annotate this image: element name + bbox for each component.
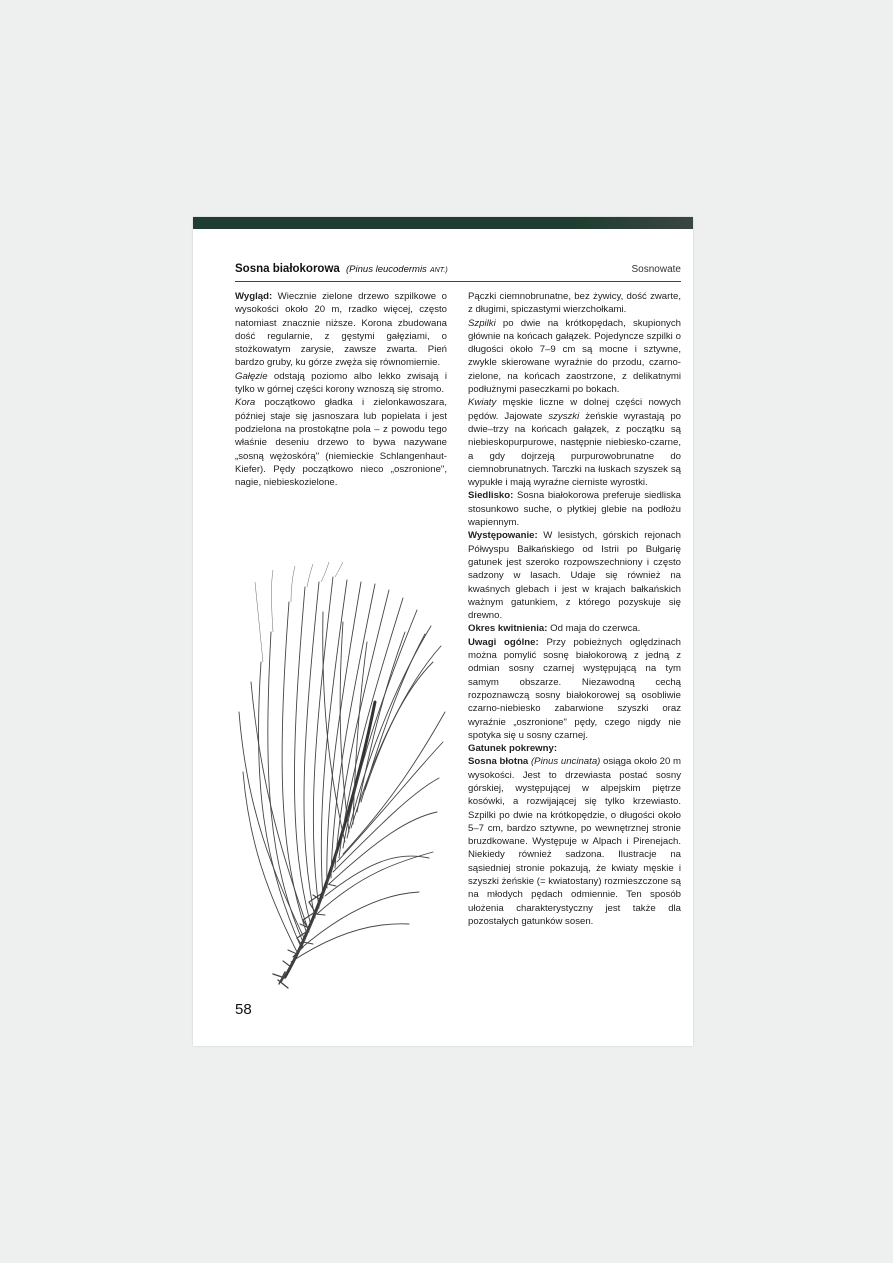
species-title: [235, 263, 448, 275]
label-gatunek: Gatunek pokrewny:: [468, 743, 558, 755]
page-header: [235, 263, 681, 282]
paragraph-okres: [468, 622, 681, 635]
label-wystepowanie: Występowanie:: [468, 530, 538, 542]
label-blotna: Sosna błotna: [468, 756, 529, 768]
label-okres: Okres kwitnienia:: [468, 623, 548, 635]
text-galezie: odstają poziomo albo lekko zwisają i tylko w górnej części korony wznoszą się stromo.: [235, 370, 447, 396]
right-column: [468, 290, 681, 928]
text-siedlisko: Sosna białokorowa preferuje siedliska stosunkowo suche, o płytkiej glebie na podłożu wapiennym.: [468, 490, 681, 529]
latin-blotna: (Pinus uncinata): [530, 756, 601, 768]
label-siedlisko: Siedlisko:: [468, 490, 514, 502]
text-wyglad: Wiecznie zielone drzewo szpilkowe o wysokości około 20 m, rzadko więcej, często natomiast znacznie niższe. Korona zbudowana dość regularnie, z gęstymi gałęziami, o stożkowatym zarysie, zawsze zwarta. Pień bardzo gruby, ku górze zwęża się równomiernie.: [235, 291, 447, 369]
paragraph-paczki: Pączki ciemnobrunatne, bez żywicy, dość zwarte, z długimi, spiczastymi wierzchołkami.: [468, 291, 681, 316]
text-kwiaty-2: żeńskie wyrastają po dwie–trzy na końcach gałązek, z początku są niebieskopurpurowe, następnie niebiesko-czarne, a gdy dojrzeją purpurowobrunatne do ciemnobrunatnych. Tarczki na łuskach szyszek są wypukłe i mają wyraźne cierniste wyrostki.: [468, 410, 682, 489]
text-okres: Od maja do czerwca.: [547, 623, 641, 635]
book-page: [193, 217, 693, 1046]
species-latin: (Pinus leucodermis: [346, 264, 427, 275]
text-szpilki: po dwie na krótkopędach, skupionych głównie na końcach gałązek. Pojedyncze szpilki o długości około 7–9 cm są mocne i sztywne, zwykle skierowane wyraźnie do przodu, czarno-zielone, na końcach zaostrzone, z delikatnymi podłużnymi paseczkami po bokach.: [468, 317, 681, 396]
text-wystepowanie: W lesistych, górskich rejonach Półwyspu Bałkańskiego od Istrii po Bułgarię gatunek jest szeroko rozpowszechniony i często sadzony w lasach. Udaje się również na kwaśnych glebach i jest w krajach bałkańskich ważnym gatunkiem, z którego pozyskuje się drewno.: [468, 530, 681, 622]
label-kwiaty: Kwiaty: [468, 397, 497, 409]
label-galezie: Gałęzie: [235, 370, 268, 382]
paragraph-szpilki: [468, 317, 681, 397]
left-column: [235, 290, 447, 489]
paragraph-uwagi: [468, 636, 681, 742]
paragraph-gatunek: [468, 742, 681, 755]
label-wyglad: Wygląd:: [235, 291, 273, 302]
species-author: ANT.): [430, 267, 448, 274]
paragraph-galezie: [235, 370, 447, 397]
text-kwiaty-1: męskie liczne w dolnej części nowych pędów. Jajowate: [468, 397, 681, 422]
text-kora: początkowo gładka i zielonkawoszara, później staje się jasnoszara lub popielata i jest podzielona na prostokątne pola – z powodu tego właśnie deseniu drzewo to bywa nazywane „sosną wężoskórą" (niemieckie Schlangenhaut-Kiefer). Pędy początkowo nieco „oszronione", nagie, niebieskozielone.: [235, 397, 447, 489]
species-name: Sosna białokorowa: [235, 263, 340, 275]
pine-branch-illustration: [233, 562, 448, 992]
label-uwagi: Uwagi ogólne:: [468, 636, 539, 648]
text-blotna: osiąga około 20 m wysokości. Jest to drzewiasta postać sosny górskiej, występującej w alpejskim piętrze kosówki, a rozwijającej się tylko krzewiasto. Szpilki po dwie na krótkopędzie, o długości około 5–7 cm, bardzo sztywne, po wewnętrznej stronie bruzdkowane. Występuje w Alpach i Pirenejach. Niekiedy również sadzona. Ilustracje na sąsiedniej stronie pokazują, że kwiaty męskie i szyszki żeńskie (= kwiatostany) rozmieszczone są na młodych pędach odmiennie. Ten sposób ułożenia charakterystyczny jest także dla pozostałych gatunków sosen.: [468, 756, 682, 927]
label-szyszki: szyszki: [548, 410, 580, 422]
label-szpilki: Szpilki: [468, 317, 496, 329]
paragraph-kora: [235, 396, 447, 489]
paragraph-wystepowanie: [468, 529, 681, 622]
page-number: 58: [235, 1001, 252, 1018]
paragraph-wyglad: [235, 290, 447, 370]
paragraph-blotna: [468, 755, 681, 928]
text-uwagi: Przy pobieżnych oględzinach można pomylić sosnę białokorową z jedną z odmian sosny czarnej występującą na tym samym obszarze. Niezawodną cechą rozpoznawczą sosny białokorowej są osobliwie czarno-niebiesko zabarwione szyszki oraz wyraźnie „oszronione" pędy, czego nigdy nie spotyka się u sosny czarnej.: [468, 636, 681, 741]
paragraph-siedlisko: [468, 489, 681, 529]
family-name: Sosnowate: [631, 264, 681, 275]
paragraph-kwiaty: [468, 396, 681, 489]
label-kora: Kora: [235, 397, 256, 409]
top-color-band: [193, 217, 693, 229]
